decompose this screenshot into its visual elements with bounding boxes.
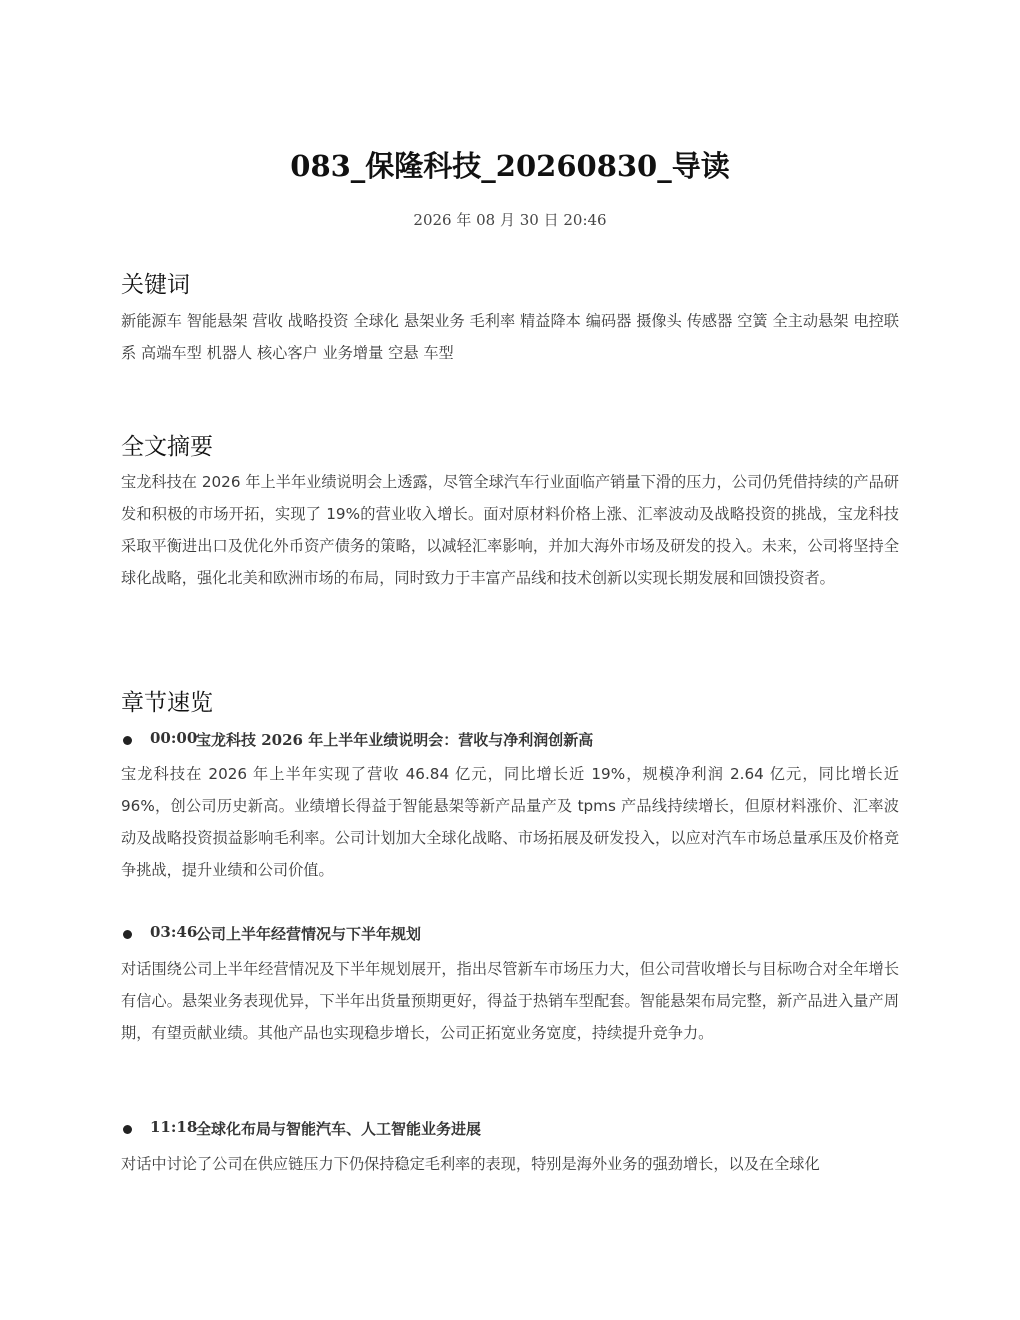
page-title: 083_保隆科技_20260830_导读 [290,149,730,183]
chapter-timestamp: 03:46 [150,923,198,941]
summary-text: 宝龙科技在 2026 年上半年业绩说明会上透露，尽管全球汽车行业面临产销量下滑的压力，公司仍凭借持续的产品研发和积极的市场开拓，实现了 19%的营业收入增长。面对原材料价格上涨、汇率波动及战略投资的挑战，宝龙科技采取平衡进出口及优化外币资产债务的策略，以减轻汇率影响，并加大海外市场及研发的投入。未来，公司将坚持全球化战略，强化北美和欧洲市场的布局，同时致力于丰富产品线和技术创新以实现长期发展和回馈投资者。 [121,473,899,587]
chapter-item-header [121,1118,899,1142]
chapter-text: 对话中讨论了公司在供应链压力下仍保持稳定毛利率的表现，特别是海外业务的强劲增长，以及在全球化 [121,1155,820,1173]
keywords-heading: 关键词 [121,272,190,298]
chapter-text: 对话围绕公司上半年经营情况及下半年规划展开，指出尽管新车市场压力大，但公司营收增长与目标吻合对全年增长有信心。悬架业务表现优异，下半年出货量预期更好，得益于热销车型配套。智能悬架布局完整，新产品进入量产周期，有望贡献业绩。其他产品也实现稳步增长，公司正拓宽业务宽度，持续提升竞争力。 [121,960,899,1042]
bullet-icon [123,736,132,745]
bullet-icon [123,930,132,939]
document-datetime: 2026 年 08 月 30 日 20:46 [413,211,607,229]
chapter-timestamp: 11:18 [150,1118,198,1136]
chapters-heading: 章节速览 [121,690,213,716]
chapter-title: 全球化布局与智能汽车、人工智能业务进展 [196,1120,482,1138]
summary-heading: 全文摘要 [121,434,213,460]
chapter-title: 公司上半年经营情况与下半年规划 [196,925,422,943]
chapter-text: 宝龙科技在 2026 年上半年实现了营收 46.84 亿元，同比增长近 19%，规模净利润 2.64 亿元，同比增长近 96%，创公司历史新高。业绩增长得益于智能悬架等新产品量产及 tpms 产品线持续增长，但原材料涨价、汇率波动及战略投资损益影响毛利率。公司计划加大全球化战略、市场拓展及研发投入，以应对汽车市场总量承压及价格竞争挑战，提升业绩和公司价值。 [121,765,899,879]
keywords-text: 新能源车 智能悬架 营收 战略投资 全球化 悬架业务 毛利率 精益降本 编码器 摄像头 传感器 空簧 全主动悬架 电控联系 高端车型 机器人 核心客户 业务增量 空悬 车型 [121,312,899,362]
chapter-item-header [121,923,899,947]
bullet-icon [123,1125,132,1134]
chapter-title: 宝龙科技 2026 年上半年业绩说明会：营收与净利润创新高 [196,731,594,749]
chapter-item-header [121,729,899,753]
chapter-timestamp: 00:00 [150,729,198,747]
